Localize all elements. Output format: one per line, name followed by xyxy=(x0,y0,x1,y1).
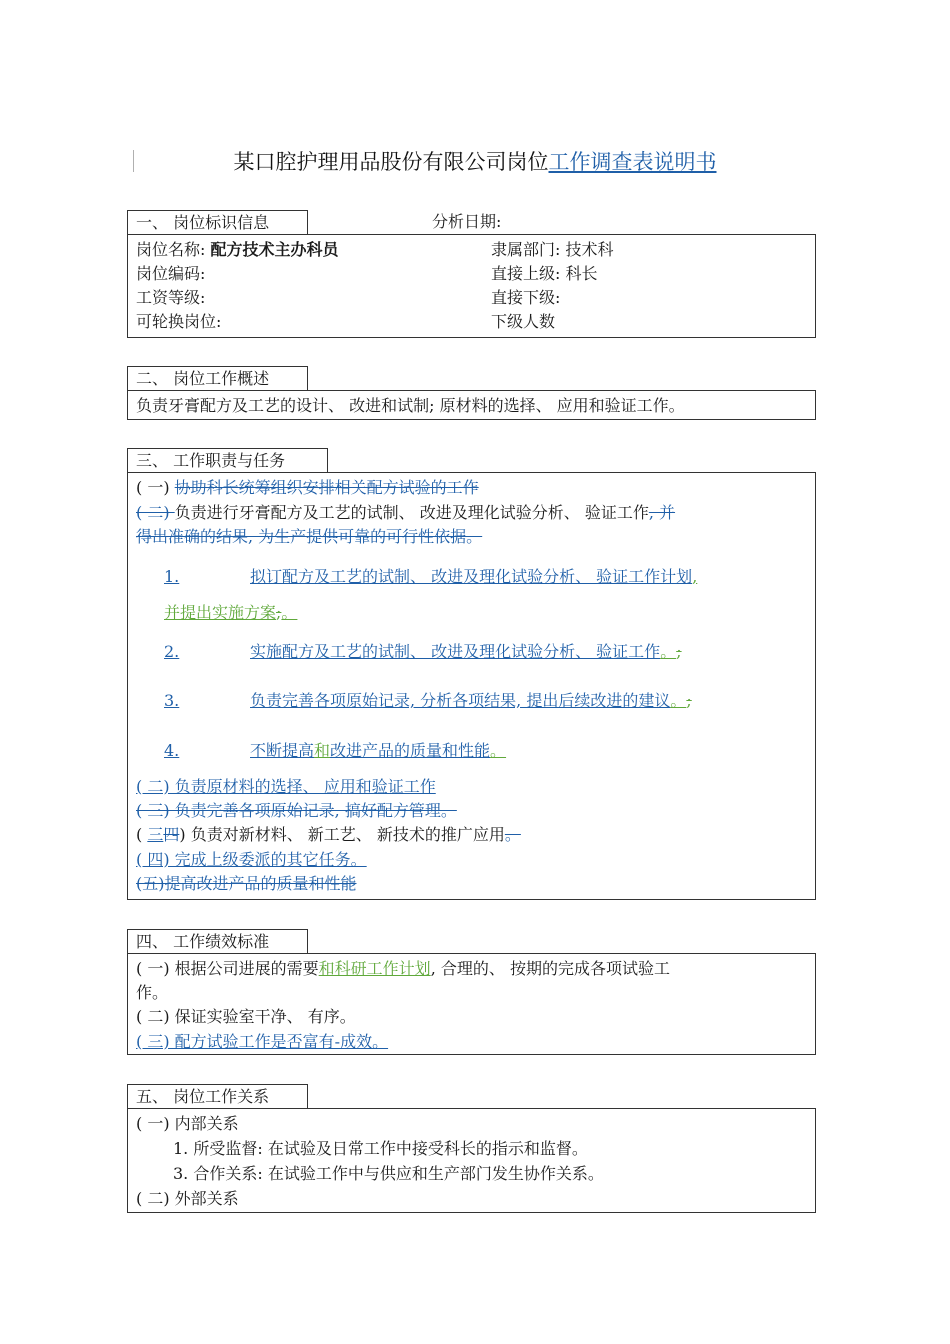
sub-item-4-number: 4. xyxy=(164,741,180,760)
duty-other-tasks: ( 四) 完成上级委派的其它任务。 xyxy=(136,850,367,869)
analysis-date-label: 分析日期: xyxy=(432,212,502,231)
duty-quality-deleted: (五)提高改进产品的质量和性能 xyxy=(136,874,357,893)
sub-item-3: 负责完善各项原始记录, 分析各项结果, 提出后续改进的建议。; xyxy=(250,691,692,710)
sub-item-2-number: 2. xyxy=(164,642,180,661)
section2-box xyxy=(127,390,816,420)
cooperation: 3. 合作关系: 在试验工作中与供应和生产部门发生协作关系。 xyxy=(173,1164,604,1183)
section5-box xyxy=(127,1108,816,1213)
duty-records-deleted: ( 三) 负责完善各项原始记录, 搞好配方管理。 xyxy=(136,801,457,820)
standard-1: ( 一) 根据公司进展的需要和科研工作计划, 合理的、 按期的完成各项试验工 xyxy=(136,959,670,978)
subordinate-count: 下级人数 xyxy=(491,312,556,331)
direct-superior: 直接上级: 科长 xyxy=(491,264,598,283)
section3-box xyxy=(127,472,816,900)
post-code: 岗位编码: xyxy=(136,264,206,283)
duty-2: ( 二) 负责进行牙膏配方及工艺的试制、 改进及理化试验分析、 验证工作, 并 xyxy=(136,503,676,522)
salary-grade: 工资等级: xyxy=(136,288,206,307)
sub-item-2: 实施配方及工艺的试制、 改进及理化试验分析、 验证工作。; xyxy=(250,642,682,661)
duty-1: ( 一) 协助科长统筹组织安排相关配方试验的工作 xyxy=(136,478,479,497)
internal-relations: ( 一) 内部关系 xyxy=(136,1114,239,1133)
direct-subordinate: 直接下级: xyxy=(491,288,561,307)
sub-item-1-number: 1. xyxy=(164,567,180,586)
department: 隶属部门: 技术科 xyxy=(491,240,614,259)
sub-item-1: 拟订配方及工艺的试制、 改进及理化试验分析、 验证工作计划, xyxy=(250,567,698,586)
sub-item-3-number: 3. xyxy=(164,691,180,710)
post-name: 岗位名称: 配方技术主办科员 xyxy=(136,240,339,259)
section5-tab: 五、 岗位工作关系 xyxy=(127,1084,308,1108)
section4-box xyxy=(127,953,816,1055)
duty-materials: ( 二) 负责原材料的选择、 应用和验证工作 xyxy=(136,777,436,796)
section3-tab: 三、 工作职责与任务 xyxy=(127,448,328,472)
page-title: 某口腔护理用品股份有限公司岗位工作调查表说明书 xyxy=(233,150,717,174)
standard-3: ( 三) 配方试验工作是否富有-成效。 xyxy=(136,1032,389,1051)
supervision: 1. 所受监督: 在试验及日常工作中接受科长的指示和监督。 xyxy=(173,1139,588,1158)
external-relations: ( 二) 外部关系 xyxy=(136,1189,239,1208)
section2-tab: 二、 岗位工作概述 xyxy=(127,366,308,390)
section1-box xyxy=(127,234,816,338)
standard-1-cont: 作。 xyxy=(136,983,169,1002)
section4-tab: 四、 工作绩效标准 xyxy=(127,929,308,953)
duty-2-cont: 得出准确的结果, 为生产提供可靠的可行性依据。 xyxy=(136,527,483,546)
standard-2: ( 二) 保证实验室干净、 有序。 xyxy=(136,1007,356,1026)
sub-item-4: 不断提高和改进产品的质量和性能。 xyxy=(250,741,507,760)
duty-promotion: ( 三四) 负责对新材料、 新工艺、 新技术的推广应用。 xyxy=(136,825,521,844)
rotatable-post: 可轮换岗位: xyxy=(136,312,222,331)
section1-tab: 一、 岗位标识信息 xyxy=(127,210,308,234)
post-summary: 负责牙膏配方及工艺的设计、 改进和试制; 原材料的选择、 应用和验证工作。 xyxy=(136,396,685,415)
sub-item-1-cont: 并提出实施方案;。 xyxy=(164,603,298,622)
